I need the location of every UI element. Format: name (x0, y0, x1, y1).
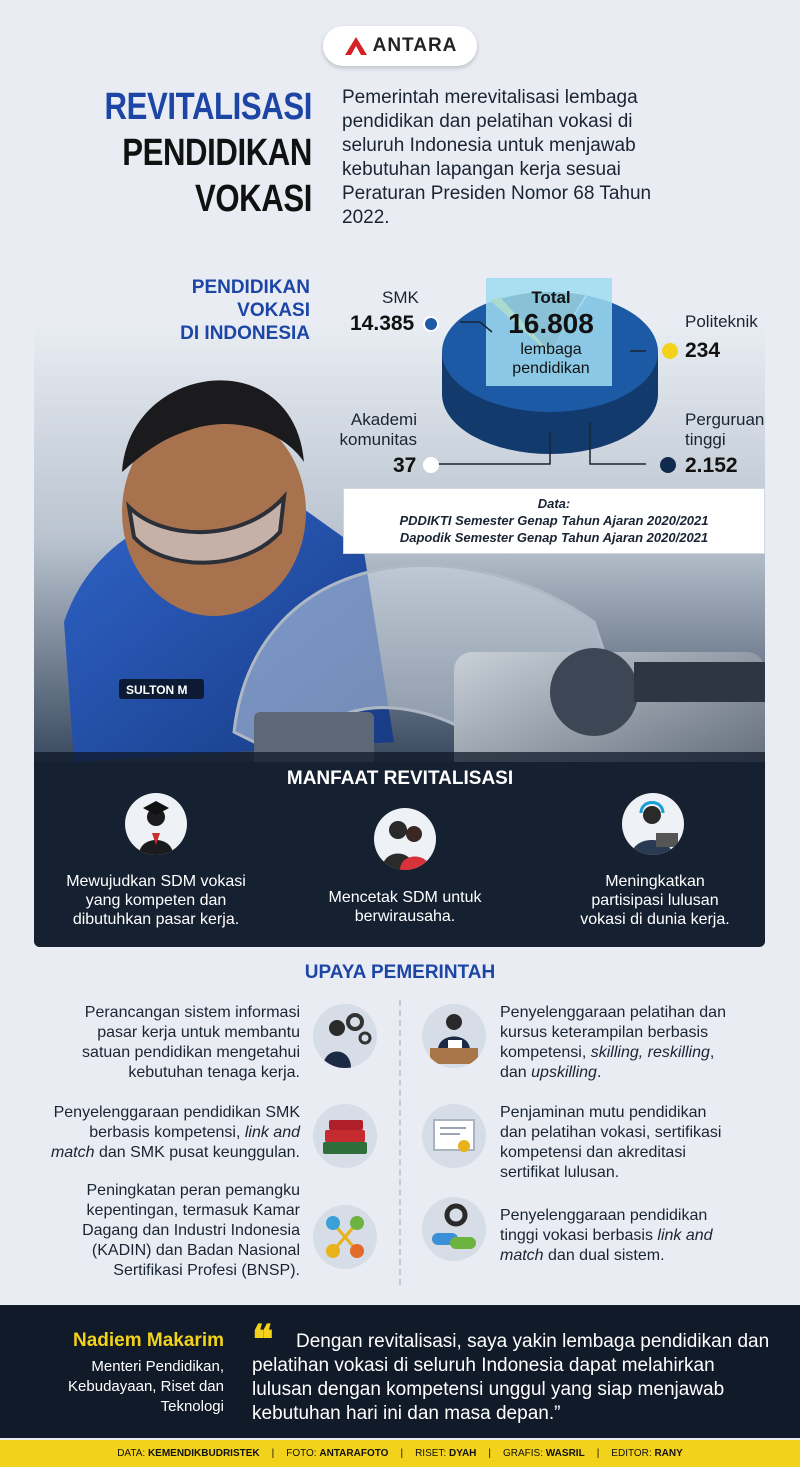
graduate-icon (125, 793, 187, 855)
upaya-left-2 (30, 1103, 300, 1163)
upaya-left-1-line-4: kebutuhan tenaga kerja. (128, 1064, 300, 1081)
vokasi-title-line-2: VOKASI (237, 300, 310, 321)
upaya-left-2-line-3a: match (50, 1144, 95, 1161)
desk-worker-icon (422, 1004, 486, 1068)
slice-label-akademi-line-2: komunitas (339, 430, 417, 449)
footer-credit-value: KEMENDIKBUDRISTEK (147, 1448, 260, 1459)
manfaat-3-line-3: vokasi di dunia kerja. (580, 911, 730, 928)
slice-label-perguruan-line-2: tinggi (685, 430, 726, 449)
upaya-left-3-line-3: Dagang dan Industri Indonesia (82, 1222, 300, 1239)
source-line-2: Dapodik Semester Genap Tahun Ajaran 2020/2021 (399, 530, 709, 545)
upaya-left-1-line-2: pasar kerja untuk membantu (97, 1024, 300, 1041)
footer-separator: | (271, 1448, 275, 1459)
upaya-right-3-line-1: Penyelenggaraan pendidikan (500, 1207, 708, 1224)
manfaat-text-2 (308, 888, 502, 926)
footer-credit-label: GRAFIS: (503, 1448, 546, 1459)
manfaat-title: MANFAAT REVITALISASI (286, 768, 514, 789)
page-title (89, 84, 312, 222)
vokasi-section-title (140, 276, 310, 345)
upaya-left-2-line-3b: dan SMK pusat keunggulan. (94, 1144, 300, 1161)
title-line-1: REVITALISASI (104, 86, 312, 128)
upaya-right-3-line-2b: link and (657, 1227, 713, 1244)
slice-value-perguruan: 2.152 (685, 454, 738, 477)
upaya-right-2-line-1: Penjaminan mutu pendidikan (500, 1104, 707, 1121)
footer-credit (271, 1448, 400, 1459)
upaya-left-1 (40, 1003, 300, 1083)
quote-role-line-2: Kebudayaan, Riset dan (68, 1378, 224, 1395)
antara-logo-mark (343, 35, 369, 57)
upaya-left-1-line-3: satuan pendidikan mengetahui (82, 1044, 300, 1061)
manfaat-3-line-1: Meningkatkan (605, 873, 705, 890)
quote-role-line-1: Menteri Pendidikan, (91, 1358, 224, 1375)
upaya-right-2-line-4: sertifikat lulusan. (500, 1164, 620, 1181)
upaya-right-2 (500, 1103, 770, 1183)
upaya-right-1-line-3a: kompetensi, (500, 1044, 591, 1061)
vokasi-title-line-3: DI INDONESIA (180, 323, 310, 344)
manfaat-1-line-1: Mewujudkan SDM vokasi (66, 873, 246, 890)
manfaat-text-1 (56, 872, 256, 929)
manfaat-2-line-1: Mencetak SDM untuk (328, 889, 482, 906)
footer-credit-label: FOTO: (286, 1448, 320, 1459)
slice-value-smk: 14.385 (350, 312, 415, 335)
quote-name: Nadiem Makarim (72, 1330, 224, 1351)
manfaat-3-line-2: partisipasi lulusan (591, 892, 719, 909)
logo-text: ANTARA (372, 35, 458, 56)
footer-credit-value: DYAH (448, 1448, 477, 1459)
footer-credit (596, 1448, 695, 1459)
slice-dot-perguruan (660, 457, 676, 473)
pie-total (490, 288, 612, 378)
source-heading: Data: (537, 496, 571, 511)
footer-credit-label: EDITOR: (611, 1448, 655, 1459)
data-source (343, 488, 765, 554)
antara-logo (323, 26, 477, 66)
slice-value-politeknik: 234 (685, 339, 721, 362)
upaya-left-3-line-2: kepentingan, termasuk Kamar (86, 1202, 300, 1219)
slice-dot-smk (423, 316, 439, 332)
manfaat-1-line-2: yang kompeten dan (85, 892, 227, 909)
footer-credit-value: RANY (654, 1448, 683, 1459)
footer-credit-label: RISET: (415, 1448, 449, 1459)
intro-text: Pemerintah merevitalisasi lembaga pendidikan dan pelatihan vokasi di seluruh Indonesia untuk menjawab kebutuhan lapangan kerja sesuai Peraturan Presiden Nomor 68 Tahun 2022. (342, 87, 652, 228)
people-icon (374, 808, 436, 870)
books-icon (313, 1104, 377, 1168)
upaya-right-1 (500, 1003, 760, 1083)
upaya-right-2-line-2: dan pelatihan vokasi, sertifikasi (500, 1124, 722, 1141)
credits-footer (0, 1440, 800, 1467)
gear-chain-icon (422, 1197, 486, 1261)
footer-separator: | (596, 1448, 600, 1459)
upaya-right-3 (500, 1206, 760, 1266)
slice-dot-politeknik (662, 343, 678, 359)
upaya-left-3-line-4: (KADIN) dan Badan Nasional (91, 1242, 300, 1259)
upaya-right-1-line-3b: skilling, reskilling (590, 1044, 710, 1061)
upaya-divider (399, 1000, 401, 1285)
gears-person-icon (313, 1004, 377, 1068)
upaya-right-3-line-2a: tinggi vokasi berbasis (500, 1227, 658, 1244)
slice-label-perguruan (685, 410, 764, 450)
source-line-1: PDDIKTI Semester Genap Tahun Ajaran 2020/2021 (399, 513, 709, 528)
quote-role (30, 1357, 224, 1417)
upaya-title: UPAYA PEMERINTAH (304, 962, 496, 983)
footer-credit-value: ANTARAFOTO (319, 1448, 389, 1459)
footer-credit (491, 1448, 597, 1459)
slice-label-perguruan-line-1: Perguruan (685, 410, 765, 429)
footer-credit-value: WASRIL (545, 1448, 585, 1459)
footer-credit (403, 1448, 488, 1459)
manfaat-text-3 (572, 872, 738, 929)
upaya-left-2-line-2b: link and (244, 1124, 300, 1141)
upaya-left-3-line-1: Peningkatan peran pemangku (86, 1182, 300, 1199)
total-value: 16.808 (508, 308, 594, 339)
headset-worker-icon (622, 793, 684, 855)
quote-role-line-3: Teknologi (160, 1398, 224, 1415)
slice-label-politeknik: Politeknik (685, 312, 758, 331)
quote-text: Dengan revitalisasi, saya yakin lembaga pendidikan dan pelatihan vokasi di seluruh Indonesia dapat melahirkan lulusan dengan kompetensi unggul yang siap menjawab kebutuhan hari ini dan masa depan.” (252, 1331, 770, 1424)
upaya-right-3-line-3b: dan dual sistem. (543, 1247, 665, 1264)
footer-separator: | (400, 1448, 404, 1459)
upaya-right-1-line-4a: dan (500, 1064, 532, 1081)
upaya-right-1-line-4c: . (596, 1064, 602, 1081)
total-unit-line-1: lembaga (520, 341, 582, 358)
quote-mark-icon: ❝ (252, 1316, 274, 1363)
slice-label-smk: SMK (382, 288, 419, 307)
footer-separator: | (488, 1448, 491, 1459)
footer-credit (105, 1448, 271, 1459)
certificate-icon (422, 1104, 486, 1168)
upaya-right-1-line-3c: , (709, 1044, 715, 1061)
slice-dot-akademi (423, 457, 439, 473)
title-line-2: PENDIDIKAN (122, 132, 312, 174)
vokasi-title-line-1: PENDIDIKAN (191, 277, 310, 298)
upaya-right-1-line-2: kursus keterampilan berbasis (500, 1024, 709, 1041)
slice-value-akademi: 37 (393, 454, 417, 477)
upaya-left-3 (40, 1181, 300, 1281)
manfaat-2-line-2: berwirausaha. (354, 908, 456, 925)
upaya-right-2-line-3: kompetensi dan akreditasi (500, 1144, 686, 1161)
title-line-3: VOKASI (194, 178, 312, 220)
total-label: Total (531, 288, 571, 307)
network-icon (313, 1205, 377, 1269)
name-tag: SULTON M (126, 683, 188, 697)
slice-label-akademi-line-1: Akademi (350, 410, 417, 429)
slice-label-akademi (339, 410, 417, 450)
upaya-left-2-line-2a: berbasis kompetensi, (89, 1124, 245, 1141)
upaya-left-2-line-1: Penyelenggaraan pendidikan SMK (53, 1104, 300, 1121)
upaya-right-1-line-1: Penyelenggaraan pelatihan dan (500, 1004, 726, 1021)
upaya-left-1-line-1: Perancangan sistem informasi (84, 1004, 300, 1021)
footer-credit-label: DATA: (117, 1448, 148, 1459)
total-unit-line-2: pendidikan (512, 360, 590, 377)
upaya-right-3-line-3a: match (500, 1247, 544, 1264)
upaya-right-1-line-4b: upskilling (531, 1064, 597, 1081)
upaya-left-3-line-5: Sertifikasi Profesi (BNSP). (113, 1262, 300, 1279)
manfaat-1-line-3: dibutuhkan pasar kerja. (72, 911, 240, 928)
